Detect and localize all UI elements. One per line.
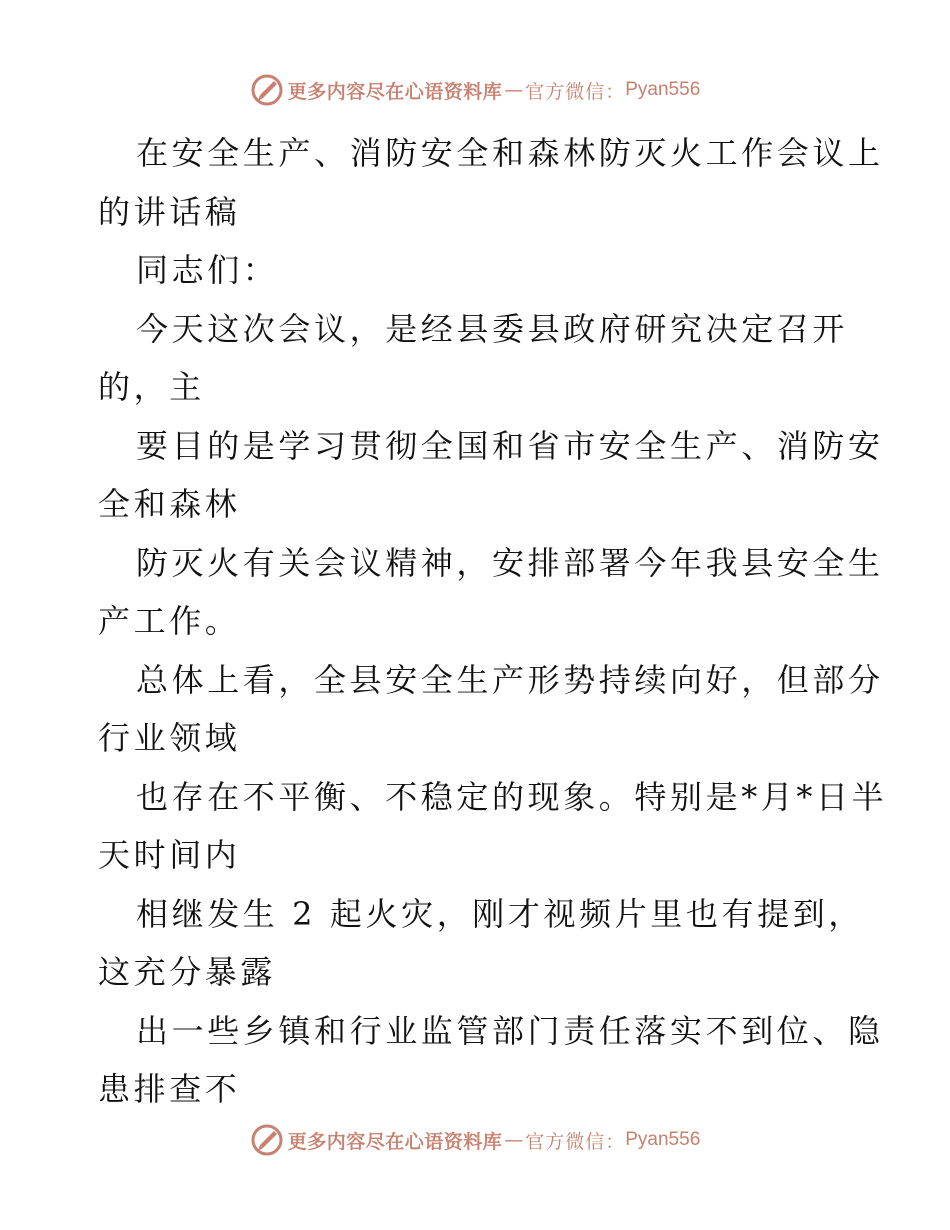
text-line: 防灭火有关会议精神，安排部署今年我县安全生 [136, 543, 884, 582]
brand-logo-icon [250, 1123, 284, 1157]
text-line: 同志们： [136, 251, 279, 289]
text-line: 要目的是学习贯彻全国和省市安全生产、消防安 [136, 426, 884, 465]
footer-wechat-label: 官方微信： [525, 1130, 626, 1153]
brand-logo-icon [250, 73, 284, 107]
text-line: 的，主 [98, 368, 205, 406]
text-line: 行业领域 [98, 719, 241, 757]
text-line: 也存在不平衡、不稳定的现象。特别是*月*日半 [136, 777, 888, 816]
text-line: 天时间内 [98, 836, 241, 874]
text-line: 患排查不 [98, 1070, 241, 1108]
text-line: 全和森林 [98, 485, 241, 523]
footer-brand-text: 更多内容尽在心语资料库 [287, 1130, 503, 1153]
header-wechat-label: 官方微信： [525, 80, 626, 103]
footer-wechat-id: Pyan556 [625, 1129, 701, 1150]
header-brand-text: 更多内容尽在心语资料库 [287, 80, 503, 103]
header-wechat-id: Pyan556 [625, 79, 701, 100]
text-line: 总体上看，全县安全生产形势持续向好，但部分 [136, 660, 884, 699]
text-line: 今天这次会议，是经县委县政府研究决定召开 [136, 309, 849, 348]
text-line: 这充分暴露 [98, 953, 277, 991]
text-line: 产工作。 [98, 602, 241, 640]
footer-watermark [0, 1120, 950, 1160]
document-body [98, 124, 888, 1119]
header-separator: — [504, 79, 524, 101]
text-line: 的讲话稿 [98, 192, 241, 231]
footer-separator: — [504, 1129, 524, 1151]
text-line: 出一些乡镇和行业监管部门责任落实不到位、隐 [136, 1011, 884, 1050]
text-line: 相继发生 2 起火灾，刚才视频片里也有提到， [136, 894, 864, 933]
text-line: 在安全生产、消防安全和森林防灭火工作会议上 [136, 134, 884, 172]
header-watermark [0, 70, 950, 110]
